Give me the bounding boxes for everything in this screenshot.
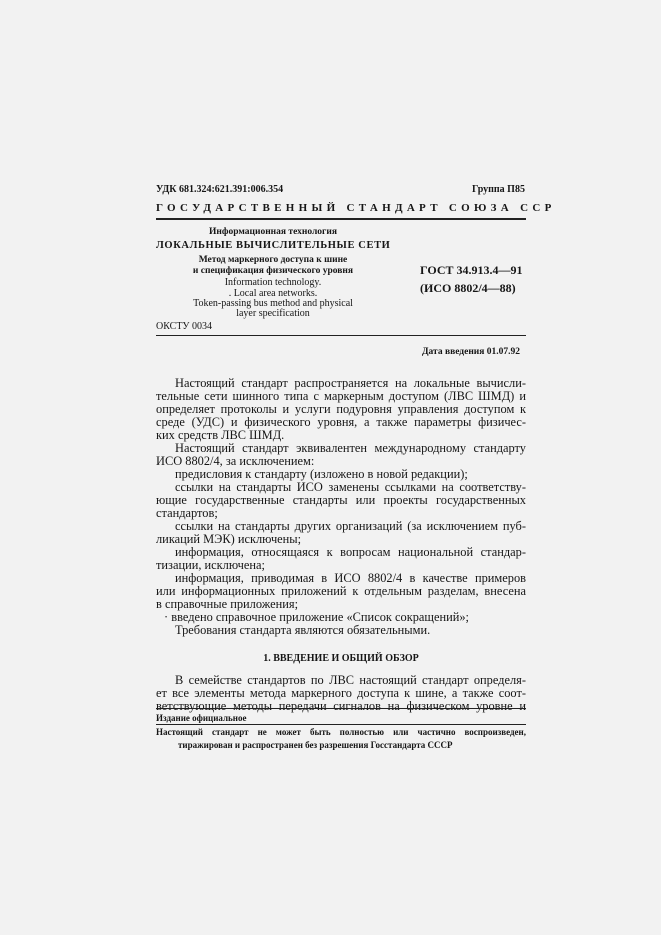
body-line: ссылки на стандарты ИСО заменены ссылками на соответству- [175, 480, 526, 494]
udk-code: УДК 681.324:621.391:006.354 [156, 184, 284, 195]
title-rule [156, 335, 526, 336]
body-line: определяет протоколы и услуги подуровня управления доступом к [156, 402, 526, 416]
english-title-line-2: . Local area networks. [228, 288, 318, 299]
body-line: Настоящий стандарт эквивалентен международному стандарту [175, 441, 526, 455]
body-line: Настоящий стандарт распространяется на локальные вычисли- [175, 376, 526, 390]
info-tech-title: Информационная технология [209, 227, 337, 237]
body-line: · введено справочное приложение «Список сокращений»; [164, 610, 469, 624]
copyright-notice-line-2: тиражирован и распространен без разрешения Госстандарта СССР [178, 740, 453, 750]
body-line: в справочные приложения; [156, 597, 299, 611]
lan-title: ЛОКАЛЬНЫЕ ВЫЧИСЛИТЕЛЬНЫЕ СЕТИ [156, 240, 391, 251]
body-line: Требования стандарта являются обязательными. [175, 623, 431, 637]
gost-number: ГОСТ 34.913.4—91 [420, 263, 523, 277]
body-line: ссылки на стандарты других организаций (за исключением пуб- [175, 519, 526, 533]
okstu-code: ОКСТУ 0034 [156, 321, 213, 332]
english-title-line-4: layer specification [236, 308, 310, 319]
section-heading: 1. ВВЕДЕНИЕ И ОБЩИЙ ОБЗОР [263, 653, 419, 664]
body-line: тизации, исключена; [156, 558, 265, 572]
body-line: информация, приводимая в ИСО 8802/4 в качестве примеров [175, 571, 526, 585]
state-standard-heading: ГОСУДАРСТВЕННЫЙ СТАНДАРТ СОЮЗА ССР [156, 202, 556, 214]
body-line: информация, относящаяся к вопросам национальной стандар- [175, 545, 526, 559]
method-title-line-2: и спецификация физического уровня [192, 266, 354, 276]
body-line: предисловия к стандарту (изложено в новой редакции); [175, 467, 468, 481]
introduction-date: Дата введения 01.07.92 [422, 347, 521, 357]
body-line: ких средств ЛВС ШМД. [156, 428, 285, 442]
footer-rule-2 [156, 724, 526, 725]
body-line: ИСО 8802/4, за исключением: [156, 454, 315, 468]
footer-rule [156, 708, 526, 709]
body-line: стандартов; [156, 506, 218, 520]
group-code: Группа П85 [472, 184, 525, 195]
body-line: или информационных приложений к отдельным разделам, внесена [156, 584, 526, 598]
section-line: В семействе стандартов по ЛВС настоящий стандарт определя- [175, 673, 526, 687]
body-line: ющие государственные стандарты или проекты государственных [156, 493, 526, 507]
english-title-line-1: Information technology. [224, 277, 322, 288]
header-rule [156, 218, 526, 220]
copyright-notice-line-1: Настоящий стандарт не может быть полностью или частично воспроизведен, [156, 727, 526, 737]
section-line: ветствующие методы передачи сигналов на физическом уровне и [156, 699, 526, 713]
body-line: ликаций МЭК) исключены; [156, 532, 302, 546]
edition-label: Издание официальное [156, 713, 247, 723]
section-line: ет все элементы метода маркерного доступа к шине, а также соот- [156, 686, 526, 700]
body-line: среде (УДС) и физического уровня, а также параметры физичес- [156, 415, 526, 429]
iso-number: (ИСО 8802/4—88) [420, 281, 516, 295]
english-title-line-3: Token-passing bus method and physical [193, 298, 353, 309]
method-title-line-1: Метод маркерного доступа к шине [198, 255, 348, 265]
body-line: тельные сети шинного типа с маркерным доступом (ЛВС ШМД) и [156, 389, 526, 403]
